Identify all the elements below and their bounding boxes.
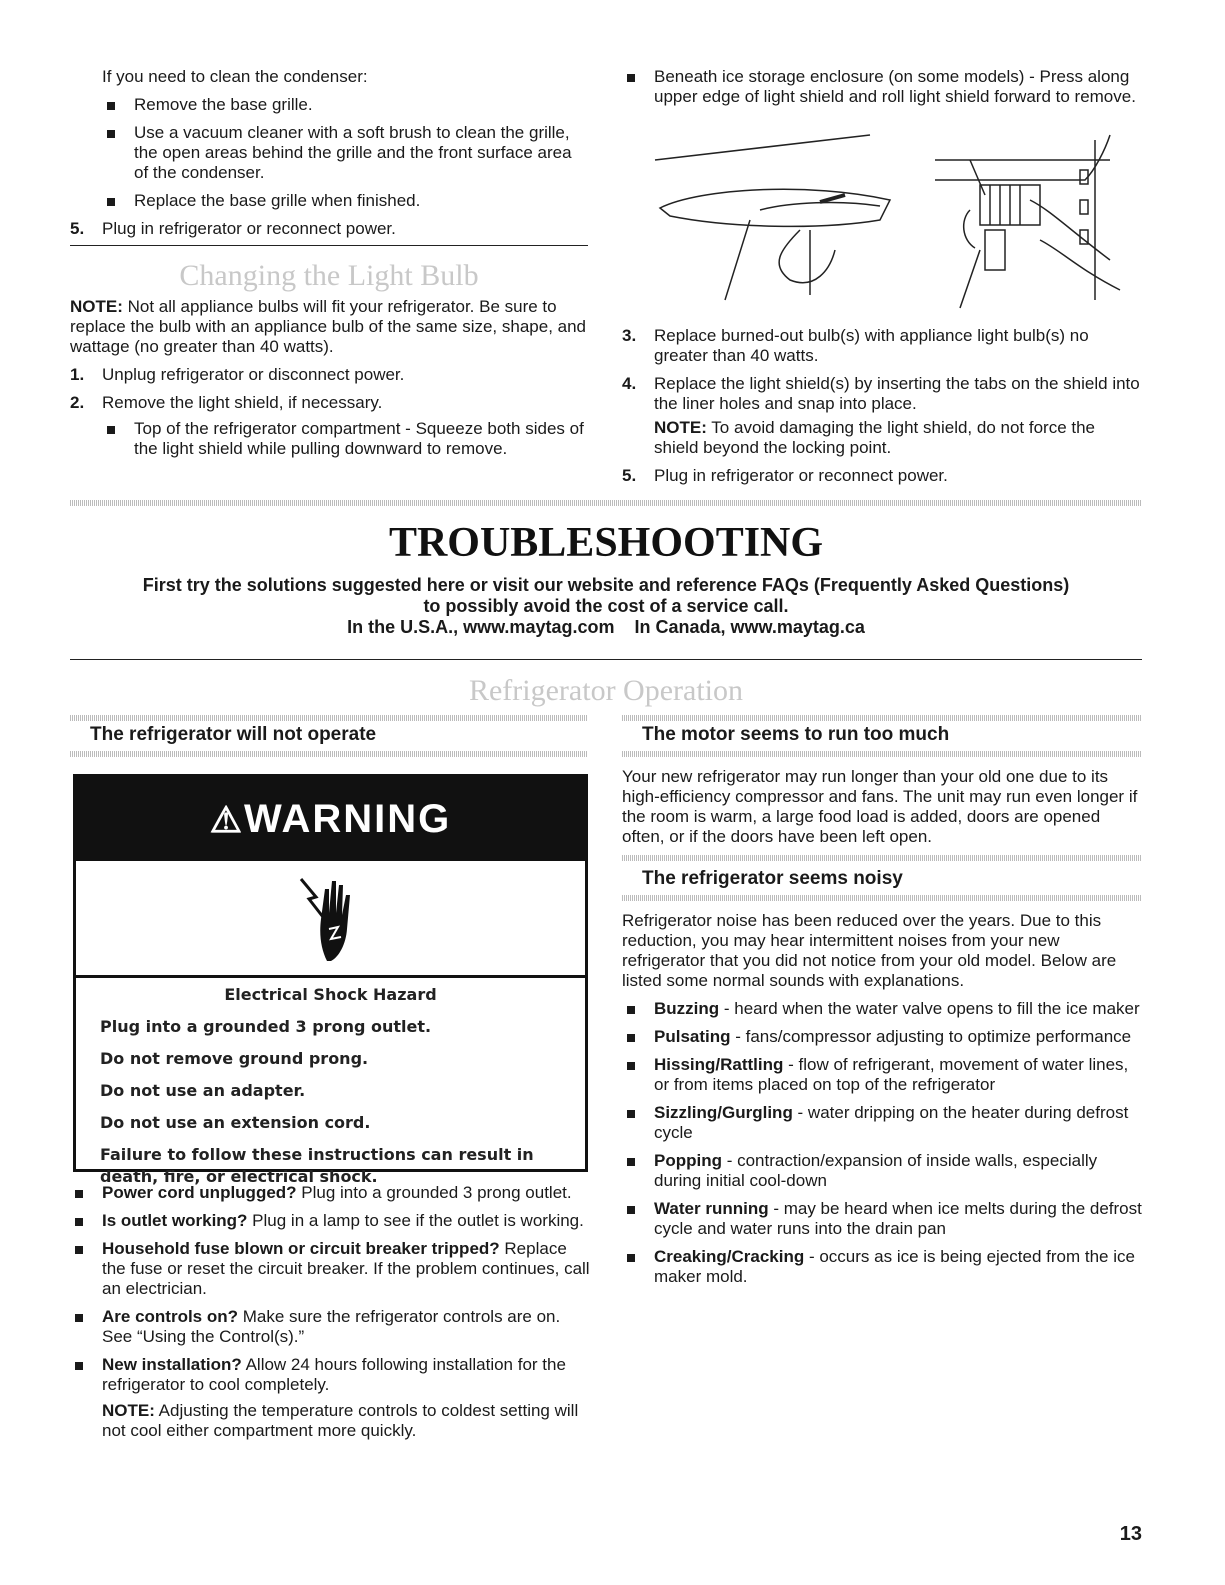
condenser-intro: If you need to clean the condenser: [102, 67, 368, 86]
section-heading: Refrigerator Operation [468, 674, 744, 707]
page-title: TROUBLESHOOTING [388, 520, 824, 566]
intro-line: First try the solutions suggested here or visit our website and reference FAQs (Frequently Asked Questions) [142, 575, 1070, 595]
replace-steps [622, 326, 1142, 494]
subsection-heading: The refrigerator seems noisy [642, 868, 903, 889]
step-number: 4. [622, 374, 637, 393]
step-number: 5. [70, 219, 85, 238]
step-number: 5. [622, 466, 637, 485]
warning-header [76, 777, 585, 861]
step-text: Replace burned-out bulb(s) with appliance light bulb(s) no greater than 40 watts. [654, 326, 1089, 365]
list-item: Popping - contraction/expansion of inside walls, especially during initial cool-down [622, 1151, 1142, 1191]
step-number: 3. [622, 326, 637, 345]
noisy-text: Refrigerator noise has been reduced over the years. Due to this reduction, you may hear intermittent noises from your new refrigerator that you did not notice from your old model. Below are listed some normal sounds with explanations. [622, 911, 1117, 990]
list-item: Water running - may be heard when ice melts during the defrost cycle and water runs into the drain pan [622, 1199, 1142, 1239]
step-number: 2. [70, 393, 85, 412]
subhead-rule [622, 895, 1142, 901]
ice-enclosure-bullet [622, 67, 1142, 115]
note-paragraph [70, 1401, 590, 1441]
warning-line: Do not use an extension cord. [100, 1113, 371, 1132]
note-label: NOTE: [102, 1401, 155, 1420]
list-item: Buzzing - heard when the water valve opens to fill the ice maker [622, 999, 1142, 1019]
note-text: To avoid damaging the light shield, do not force the shield beyond the locking point. [654, 418, 1096, 457]
list-item: Top of the refrigerator compartment - Squeeze both sides of the light shield while pulling downward to remove. [102, 419, 590, 459]
subsection-heading: The motor seems to run too much [642, 724, 950, 745]
list-item: Sizzling/Gurgling - water dripping on the heater during defrost cycle [622, 1103, 1142, 1143]
subhead-rule [70, 715, 588, 721]
subhead-rule [622, 855, 1142, 861]
motor-text: Your new refrigerator may run longer than your old one due to its high-efficiency compressor and fans. The unit may run even longer if the room is warm, a large food load is added, doors are opened often, or if the doors have been left open. [622, 767, 1138, 846]
step-item [70, 365, 590, 385]
list-item: Replace the base grille when finished. [102, 191, 590, 211]
intro-line: to possibly avoid the cost of a service call. [423, 596, 789, 616]
page-number: 13 [1119, 1523, 1142, 1545]
list-item: Are controls on? Make sure the refrigerator controls are on. See “Using the Control(s).” [70, 1307, 590, 1347]
step-text: Remove the light shield, if necessary. [102, 393, 383, 412]
list-item: Creaking/Cracking - occurs as ice is being ejected from the ice maker mold. [622, 1247, 1142, 1287]
list-item: Power cord unplugged? Plug into a grounded 3 prong outlet. [70, 1183, 590, 1203]
note-label: NOTE: [654, 418, 707, 437]
step-text: Plug in refrigerator or reconnect power. [102, 219, 396, 238]
note-label: NOTE: [70, 297, 123, 316]
note-text: Adjusting the temperature controls to coldest setting will not cool either compartment more quickly. [102, 1401, 579, 1440]
warning-line: Failure to follow these instructions can result in death, fire, or electrical shock. [100, 1145, 534, 1186]
warning-box [73, 774, 588, 1186]
warning-title: WARNING [243, 797, 452, 841]
list-item: Use a vacuum cleaner with a soft brush to clean the grille, the open areas behind the grille and the front surface area of the condenser. [102, 123, 590, 183]
light-shield-illustration [640, 130, 1140, 310]
section-divider [70, 500, 1142, 506]
list-item: Remove the base grille. [102, 95, 590, 115]
note-paragraph [70, 297, 590, 357]
electrical-shock-icon [291, 869, 371, 969]
step-text: Plug in refrigerator or reconnect power. [654, 466, 948, 485]
noisy-section [622, 911, 1142, 1295]
light-bulb-section [70, 297, 590, 467]
step-item [70, 393, 590, 413]
list-item: Beneath ice storage enclosure (on some models) - Press along upper edge of light shield and roll light shield forward to remove. [622, 67, 1142, 107]
shock-icon-area [76, 861, 585, 978]
step-item [622, 326, 1142, 366]
intro-line: In the U.S.A., www.maytag.com In Canada, www.maytag.ca [347, 617, 865, 637]
hazard-title: Electrical Shock Hazard [224, 985, 437, 1004]
list-item: Household fuse blown or circuit breaker tripped? Replace the fuse or reset the circuit breaker. If the problem continues, call an electrician. [70, 1239, 590, 1299]
warning-line: Do not use an adapter. [100, 1081, 306, 1100]
not-operate-list [70, 1183, 590, 1449]
step-item [622, 466, 1142, 486]
note-text: Not all appliance bulbs will fit your refrigerator. Be sure to replace the bulb with an appliance bulb of the same size, shape, and wattage (no greater than 40 watts). [70, 297, 587, 356]
list-item: Hissing/Rattling - flow of refrigerant, movement of water lines, or from items placed on top of the refrigerator [622, 1055, 1142, 1095]
intro-block [70, 575, 1142, 638]
subhead-rule [622, 715, 1142, 721]
list-item: New installation? Allow 24 hours following installation for the refrigerator to cool completely. [70, 1355, 590, 1395]
step-number: 1. [70, 365, 85, 384]
condenser-section [70, 67, 590, 247]
step-item [70, 219, 590, 239]
divider [70, 659, 1142, 660]
divider [70, 245, 588, 246]
subhead-rule [622, 751, 1142, 757]
list-item: Pulsating - fans/compressor adjusting to optimize performance [622, 1027, 1142, 1047]
warning-triangle-icon: ⚠ [209, 799, 244, 840]
subhead-rule [70, 751, 588, 757]
subsection-heading: The refrigerator will not operate [90, 724, 377, 745]
warning-line: Plug into a grounded 3 prong outlet. [100, 1017, 432, 1036]
list-item: Is outlet working? Plug in a lamp to see if the outlet is working. [70, 1211, 590, 1231]
step-text: Unplug refrigerator or disconnect power. [102, 365, 405, 384]
step-item [622, 374, 1142, 414]
light-bulb-heading: Changing the Light Bulb [179, 259, 479, 292]
step-text: Replace the light shield(s) by inserting the tabs on the shield into the liner holes and snap into place. [654, 374, 1140, 413]
note-paragraph [622, 418, 1142, 458]
warning-line: Do not remove ground prong. [100, 1049, 369, 1068]
